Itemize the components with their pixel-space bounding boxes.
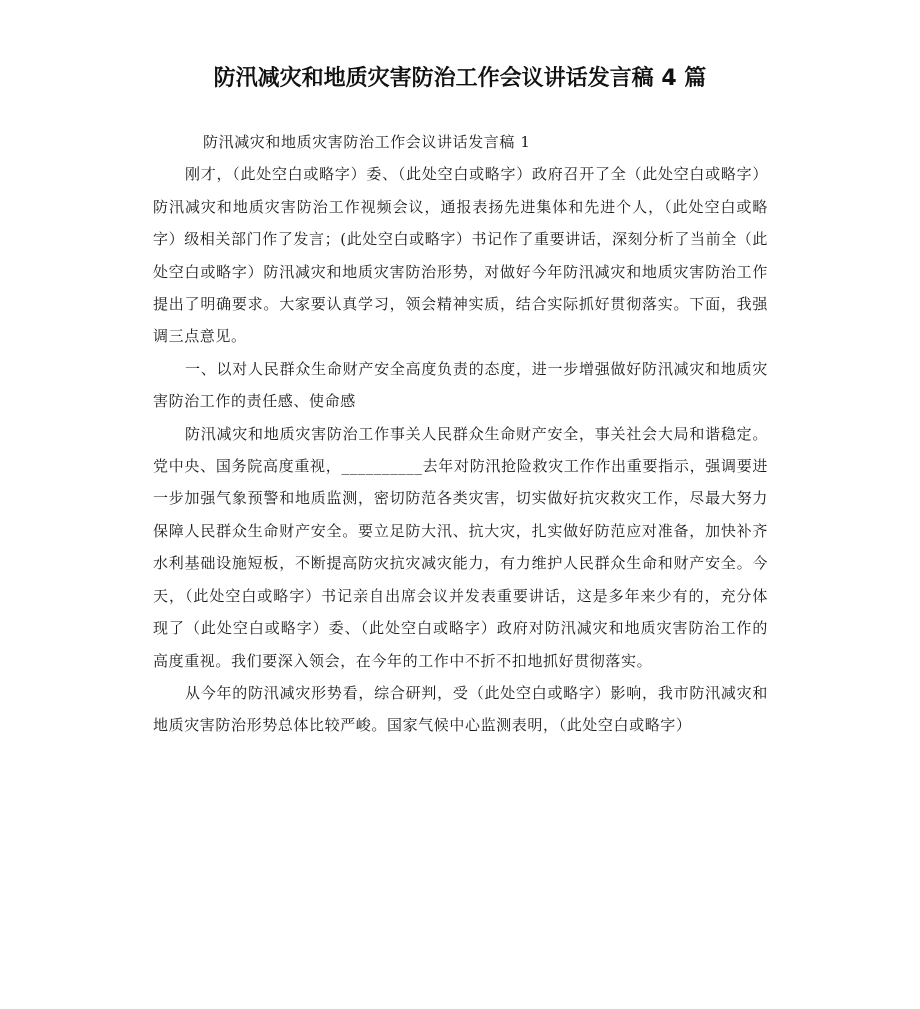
paragraph-section-heading: 一、以对人民群众生命财产安全高度负责的态度，进一步增强做好防汛减灾和地质灾害防治工作的责任感、使命感 [153, 359, 768, 411]
document-body [153, 126, 768, 742]
paragraph-importance: 防汛减灾和地质灾害防治工作事关人民群众生命财产安全，事关社会大局和谐稳定。党中央、国务院高度重视，__________去年对防汛抢险救灾工作作出重要指示，强调要进一步加强气象预警和地质监测，密切防范各类灾害，切实做好抗灾救灾工作，尽最大努力保障人民群众生命财产安全。要立足防大汛、抗大灾，扎实做好防范应对准备，加快补齐水利基础设施短板，不断提高防灾抗灾减灾能力，有力维护人民群众生命和财产安全。今天，（此处空白或略字）书记亲自出席会议并发表重要讲话，这是多年来少有的，充分体现了（此处空白或略字）委、（此处空白或略字）政府对防汛减灾和地质灾害防治工作的高度重视。我们要深入领会，在今年的工作中不折不扣地抓好贯彻落实。 [153, 424, 768, 670]
paragraph-situation: 从今年的防汛减灾形势看，综合研判，受（此处空白或略字）影响，我市防汛减灾和地质灾害防治形势总体比较严峻。国家气候中心监测表明，（此处空白或略字） [153, 683, 768, 735]
paragraph-opening: 刚才，（此处空白或略字）委、（此处空白或略字）政府召开了全（此处空白或略字）防汛减灾和地质灾害防治工作视频会议，通报表扬先进集体和先进个人，（此处空白或略字）级相关部门作了发言；(此处空白或略字）书记作了重要讲话，深刻分析了当前全（此处空白或略字）防汛减灾和地质灾害防治形势，对做好今年防汛减灾和地质灾害防治工作提出了明确要求。大家要认真学习，领会精神实质，结合实际抓好贯彻落实。下面，我强调三点意见。 [153, 165, 768, 346]
document-title: 防汛减灾和地质灾害防治工作会议讲话发言稿 4 篇 [213, 66, 707, 91]
document-subtitle: 防汛减灾和地质灾害防治工作会议讲话发言稿 1 [203, 133, 531, 151]
